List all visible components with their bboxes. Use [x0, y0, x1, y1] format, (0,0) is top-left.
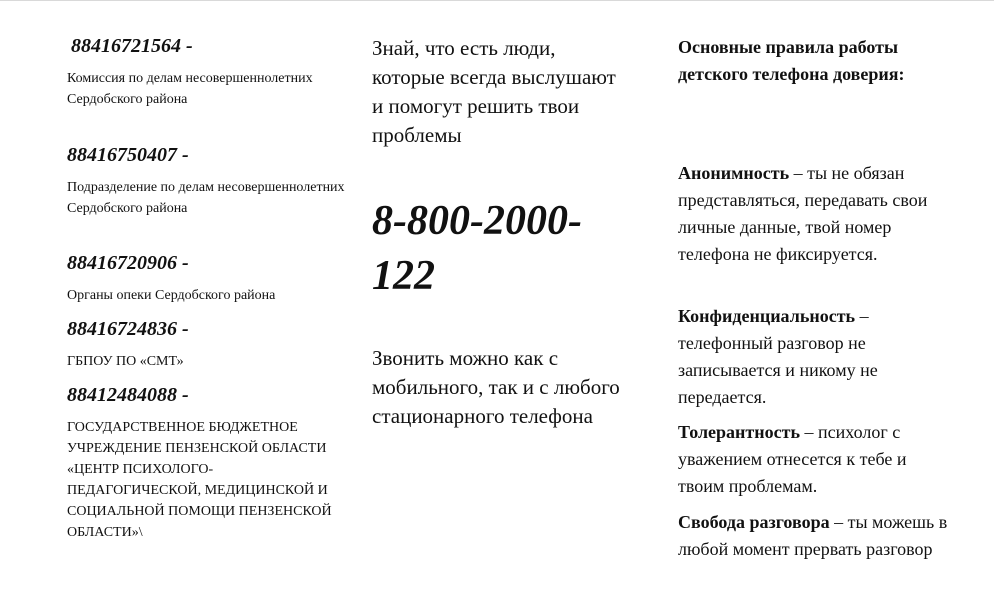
rule-term: Толерантность: [678, 422, 800, 442]
rule-item: [678, 303, 948, 411]
contact-description: ГБПОУ ПО «СМТ»: [67, 354, 184, 369]
hotline-line-2: 122: [372, 253, 435, 299]
contact-entry: [67, 383, 342, 543]
rules-title: Основные правила работы детского телефона доверия:: [678, 37, 905, 84]
rule-text: – телефонный разговор не записывается и никому не передается.: [678, 306, 878, 407]
rule-term: Анонимность: [678, 163, 790, 183]
rule-text: – психолог с уважением отнесется к тебе и твоим проблемам.: [678, 422, 907, 496]
contact-entry: [67, 317, 357, 372]
contact-description: Подразделение по делам несовершеннолетних Сердобского района: [67, 180, 345, 216]
hotline-number: [372, 194, 622, 304]
top-border: [0, 0, 994, 1]
rule-text: – ты можешь в любой момент прервать разговор: [678, 512, 948, 559]
contact-phone: 88416721564 -: [71, 35, 193, 57]
contact-entry: [67, 34, 357, 110]
hotline-line-1: 8-800-2000-: [372, 198, 582, 244]
call-info: Звонить можно как с мобильного, так и с любого стационарного телефона: [372, 346, 620, 428]
contact-phone: 88412484088 -: [67, 384, 189, 406]
rules-column: [678, 34, 948, 559]
rule-item: [678, 419, 948, 500]
rule-text: – ты не обязан представляться, передавать свои личные данные, твой номер телефона не фиксируется.: [678, 163, 928, 264]
contact-phone: 88416720906 -: [67, 252, 189, 274]
rule-term: Конфиденциальность: [678, 306, 856, 326]
contact-phone: 88416750407 -: [67, 144, 189, 166]
rule-term: Свобода разговора: [678, 512, 830, 532]
rule-item: [678, 160, 948, 268]
contact-description: Органы опеки Сердобского района: [67, 288, 276, 303]
contact-entry: [67, 143, 357, 219]
contact-entry: [67, 251, 357, 306]
rule-item: [678, 509, 948, 563]
contact-description: Комиссия по делам несовершеннолетних Сердобского района: [67, 71, 313, 107]
contact-phone: 88416724836 -: [67, 318, 189, 340]
contact-description: ГОСУДАРСТВЕННОЕ БЮДЖЕТНОЕ УЧРЕЖДЕНИЕ ПЕНЗЕНСКОЙ ОБЛАСТИ «ЦЕНТР ПСИХОЛОГО-ПЕДАГОГИЧЕСКОЙ, МЕДИЦИНСКОЙ И СОЦИАЛЬНОЙ ПОМОЩИ ПЕНЗЕНСКОЙ ОБЛАСТИ»\: [67, 420, 332, 540]
lead-text: Знай, что есть люди, которые всегда выслушают и помогут решить твои проблемы: [372, 36, 616, 147]
hotline-column: [372, 34, 622, 428]
